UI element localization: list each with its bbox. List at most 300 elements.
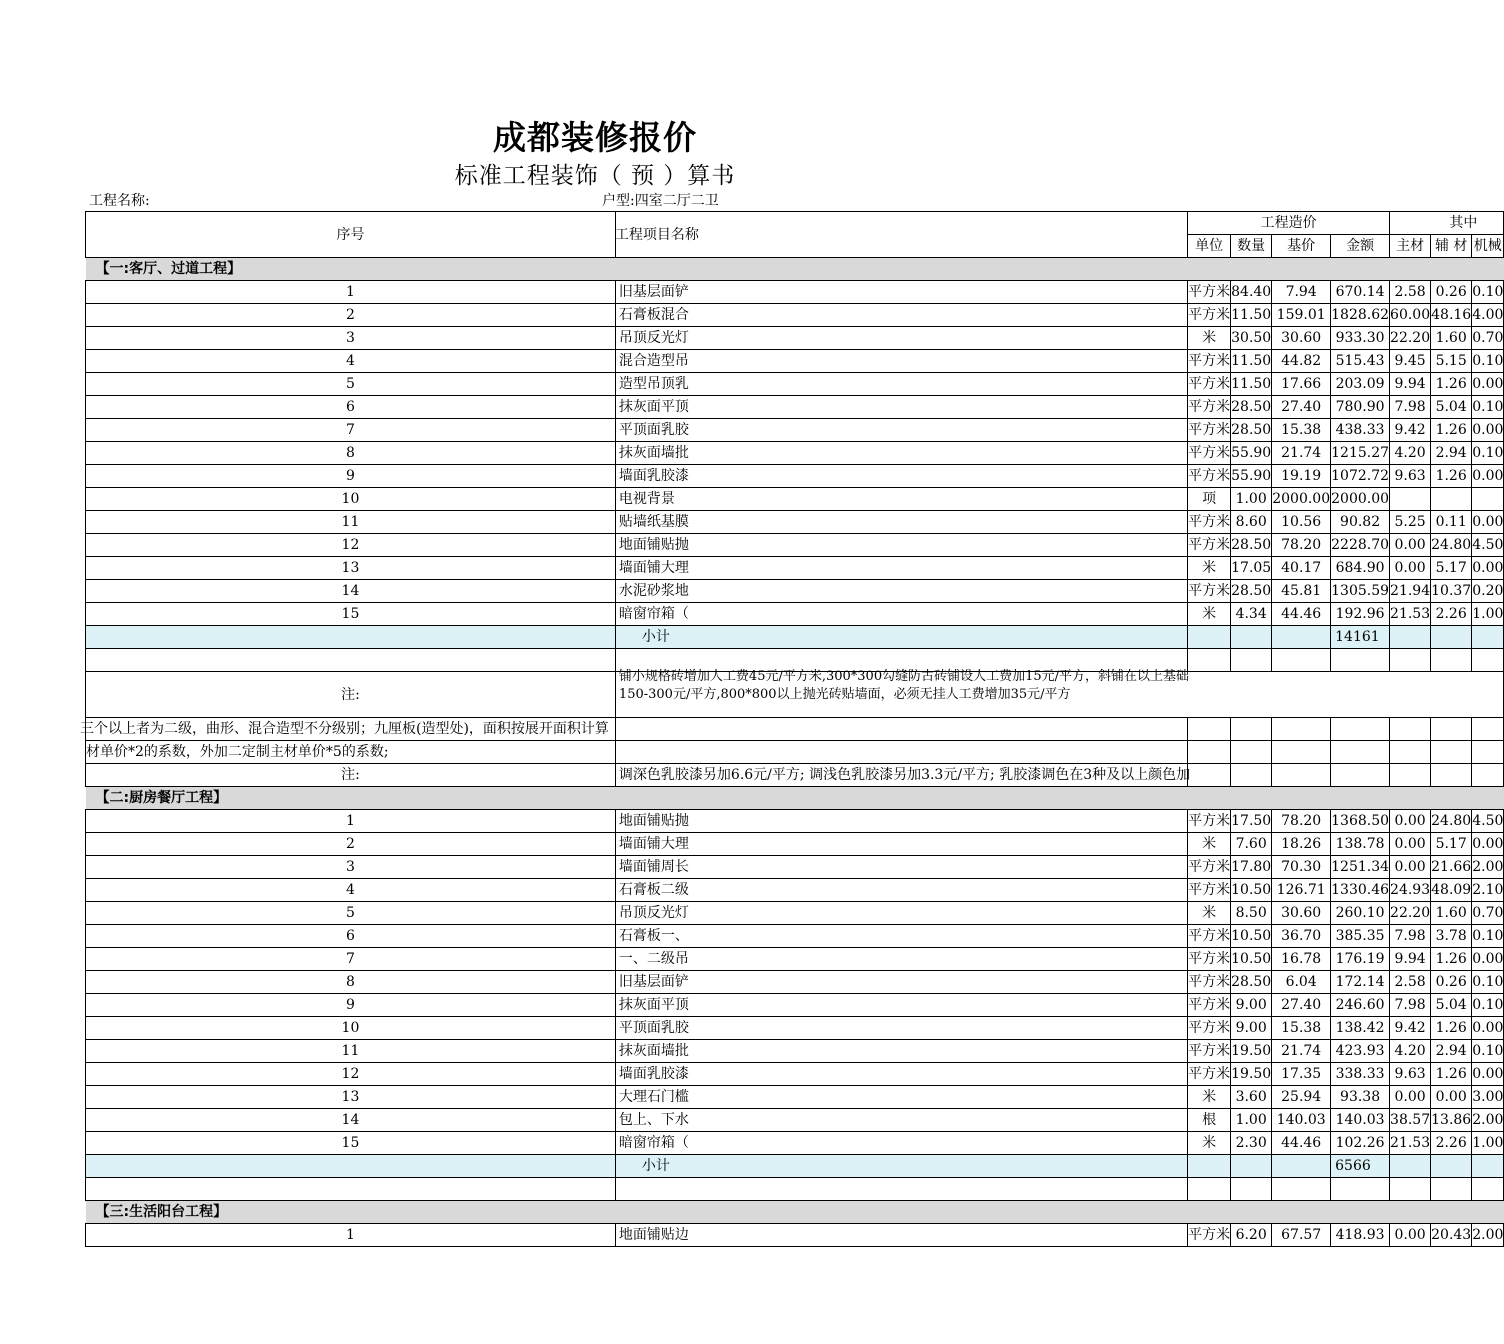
cell-machine: 0.10 [1472,350,1504,373]
section-header-row [86,787,1504,810]
cell-seq: 10 [86,1017,616,1040]
cell-seq: 11 [86,1040,616,1063]
cell-qty: 1.00 [1231,488,1272,511]
cell-amount: 1305.59 [1331,580,1390,603]
cell-main-material: 9.94 [1390,373,1431,396]
cell-price: 159.01 [1272,304,1331,327]
cell-price: 17.66 [1272,373,1331,396]
cell-unit: 平方米 [1188,810,1231,833]
cell-aux-material: 2.26 [1431,1132,1472,1155]
note-cell [1472,718,1504,741]
blank-cell [1231,649,1272,672]
table-row [86,948,1504,971]
cell-qty: 2.30 [1231,1132,1272,1155]
cell-machine: 0.00 [1472,833,1504,856]
subtotal-cell [1231,626,1272,649]
cell-qty: 55.90 [1231,465,1272,488]
header-machine: 机械 [1472,235,1504,258]
subtotal-row [86,626,1504,649]
cell-seq: 7 [86,419,616,442]
cell-item: 造型吊顶乳 [615,373,1187,396]
cell-unit: 平方米 [1188,281,1231,304]
note-cell [1472,741,1504,764]
cell-seq: 9 [86,465,616,488]
subtotal-cell [86,1155,616,1178]
table-row [86,856,1504,879]
cell-aux-material: 0.26 [1431,971,1472,994]
cell-amount: 385.35 [1331,925,1390,948]
cell-aux-material: 2.94 [1431,442,1472,465]
note-cell [1231,741,1272,764]
table-row [86,511,1504,534]
cell-seq: 6 [86,925,616,948]
cell-price: 7.94 [1272,281,1331,304]
cell-aux-material: 13.86 [1431,1109,1472,1132]
cell-qty: 19.50 [1231,1063,1272,1086]
cell-unit: 平方米 [1188,304,1231,327]
cell-price: 140.03 [1272,1109,1331,1132]
quote-table [80,211,1504,1247]
cell-seq: 1 [86,810,616,833]
cell-price: 44.82 [1272,350,1331,373]
cell-aux-material: 0.26 [1431,281,1472,304]
cell-qty: 28.50 [1231,396,1272,419]
table-row [86,994,1504,1017]
note-cell [1331,718,1390,741]
cell-qty: 55.90 [1231,442,1272,465]
cell-seq: 8 [86,442,616,465]
cell-main-material: 0.00 [1390,833,1431,856]
cell-aux-material: 20.43 [1431,1224,1472,1247]
cell-qty: 7.60 [1231,833,1272,856]
cell-unit: 平方米 [1188,1224,1231,1247]
cell-seq: 13 [86,557,616,580]
cell-price: 45.81 [1272,580,1331,603]
cell-price: 67.57 [1272,1224,1331,1247]
table-row [86,419,1504,442]
cell-price: 30.60 [1272,327,1331,350]
cell-unit: 平方米 [1188,1063,1231,1086]
cell-aux-material: 1.60 [1431,902,1472,925]
cell-seq: 2 [86,833,616,856]
cell-machine: 0.00 [1472,419,1504,442]
table-row [86,902,1504,925]
cell-qty: 10.50 [1231,948,1272,971]
cell-aux-material: 1.26 [1431,1063,1472,1086]
cell-amount: 338.33 [1331,1063,1390,1086]
cell-seq: 4 [86,879,616,902]
cell-machine: 0.00 [1472,1017,1504,1040]
table-row [86,465,1504,488]
cell-qty: 8.60 [1231,511,1272,534]
cell-amount: 260.10 [1331,902,1390,925]
cell-machine: 1.00 [1472,603,1504,626]
note-cell [1472,764,1504,787]
table-row [86,327,1504,350]
cell-machine [1472,488,1504,511]
cell-qty: 10.50 [1231,925,1272,948]
cell-main-material: 7.98 [1390,994,1431,1017]
cell-unit: 平方米 [1188,1040,1231,1063]
subtotal-cell [1472,626,1504,649]
cell-qty: 11.50 [1231,350,1272,373]
subtotal-amount: 6566 [1331,1155,1390,1178]
cell-item: 抹灰面平顶 [615,396,1187,419]
note-cell [1231,764,1272,787]
cell-machine: 0.10 [1472,1040,1504,1063]
section-title: 【二:厨房餐厅工程】 [86,787,1504,810]
cell-unit: 平方米 [1188,350,1231,373]
cell-main-material: 9.45 [1390,350,1431,373]
cell-aux-material: 1.26 [1431,419,1472,442]
cell-unit: 米 [1188,603,1231,626]
note-cell [615,741,1187,764]
cell-seq: 9 [86,994,616,1017]
note-cell [86,741,616,764]
table-row [86,1224,1504,1247]
cell-seq: 13 [86,1086,616,1109]
note-cell [1390,764,1431,787]
project-name-label: 工程名称: [89,193,150,209]
cell-machine: 0.10 [1472,442,1504,465]
table-row [86,603,1504,626]
note-cell [1331,764,1390,787]
subtotal-cell [1431,1155,1472,1178]
cell-qty: 1.00 [1231,1109,1272,1132]
cell-aux-material: 5.15 [1431,350,1472,373]
cell-qty: 11.50 [1231,304,1272,327]
subtotal-cell [1472,1155,1504,1178]
cell-amount: 1368.50 [1331,810,1390,833]
cell-item: 混合造型吊 [615,350,1187,373]
cell-item: 旧基层面铲 [615,281,1187,304]
note-row-2 [86,718,1504,741]
blank-cell [1431,1178,1472,1201]
cell-amount: 2000.00 [1331,488,1390,511]
cell-unit: 平方米 [1188,856,1231,879]
cell-price: 126.71 [1272,879,1331,902]
subtotal-cell [1431,626,1472,649]
cell-machine: 0.20 [1472,580,1504,603]
cell-unit: 平方米 [1188,1017,1231,1040]
cell-seq: 15 [86,603,616,626]
cell-seq: 8 [86,971,616,994]
cell-seq: 14 [86,1109,616,1132]
cell-main-material: 21.53 [1390,1132,1431,1155]
cell-unit: 平方米 [1188,373,1231,396]
blank-cell [1272,1178,1331,1201]
cell-item: 吊顶反光灯 [615,327,1187,350]
cell-price: 2000.00 [1272,488,1331,511]
cell-machine: 0.70 [1472,327,1504,350]
note-cell [1272,741,1331,764]
cell-price: 44.46 [1272,603,1331,626]
cell-main-material: 0.00 [1390,810,1431,833]
note-row-4 [86,764,1504,787]
cell-aux-material: 24.80 [1431,810,1472,833]
blank-cell [86,649,616,672]
cell-amount: 203.09 [1331,373,1390,396]
cell-machine: 2.10 [1472,879,1504,902]
note-text-block [615,669,1503,718]
note-text-lines [619,670,1189,701]
cell-seq: 3 [86,327,616,350]
table-row [86,350,1504,373]
note-label: 注: [86,672,616,718]
table-row [86,971,1504,994]
page-subtitle: 标准工程装饰（ 预 ）算书 [454,163,736,189]
subtotal-cell [1390,626,1431,649]
cell-price: 6.04 [1272,971,1331,994]
cell-aux-material: 48.09 [1431,879,1472,902]
cell-item: 旧基层面铲 [615,971,1187,994]
cell-aux-material: 1.26 [1431,373,1472,396]
cell-price: 44.46 [1272,1132,1331,1155]
subtotal-cell [1188,1155,1231,1178]
cell-main-material: 5.25 [1390,511,1431,534]
cell-item: 包上、下水 [615,1109,1187,1132]
cell-aux-material [1431,488,1472,511]
cell-item: 平顶面乳胶 [615,1017,1187,1040]
note-cell [80,718,616,741]
subtotal-cell [1390,1155,1431,1178]
cell-unit: 米 [1188,902,1231,925]
header-aux-material: 辅 材 [1431,235,1472,258]
header-item [615,212,1187,258]
cell-item: 地面铺贴边 [615,1224,1187,1247]
cell-unit: 平方米 [1188,879,1231,902]
note-text: 材单价*2的系数，外加二定制主材单价*5的系数; [86,744,389,760]
cell-seq: 1 [86,281,616,304]
cell-amount: 438.33 [1331,419,1390,442]
table-row [86,488,1504,511]
cell-amount: 138.78 [1331,833,1390,856]
cell-amount: 172.14 [1331,971,1390,994]
cell-qty: 10.50 [1231,879,1272,902]
subtotal-cell [1188,626,1231,649]
cell-item: 平顶面乳胶 [615,419,1187,442]
cell-amount: 90.82 [1331,511,1390,534]
cell-item: 贴墙纸基膜 [615,511,1187,534]
cell-machine: 0.10 [1472,971,1504,994]
cell-machine: 0.10 [1472,281,1504,304]
table-row [86,879,1504,902]
blank-row [86,1178,1504,1201]
cell-unit: 米 [1188,327,1231,350]
cell-unit: 米 [1188,833,1231,856]
cell-amount: 423.93 [1331,1040,1390,1063]
cell-aux-material: 5.17 [1431,557,1472,580]
subtotal-cell [1231,1155,1272,1178]
cell-unit: 根 [1188,1109,1231,1132]
cell-item: 吊顶反光灯 [615,902,1187,925]
subtotal-cell [1272,1155,1331,1178]
table-row [86,1086,1504,1109]
cell-seq: 5 [86,373,616,396]
table-row [86,442,1504,465]
cell-seq: 1 [86,1224,616,1247]
subtotal-label: 小计 [615,1155,1187,1178]
section-header-row [86,1201,1504,1224]
note-cell [1188,718,1231,741]
blank-cell [1390,1178,1431,1201]
note-cell [1390,741,1431,764]
cell-amount: 1330.46 [1331,879,1390,902]
header-main-material: 主材 [1390,235,1431,258]
cell-price: 30.60 [1272,902,1331,925]
cell-machine: 0.10 [1472,396,1504,419]
cell-aux-material: 10.37 [1431,580,1472,603]
cell-main-material: 24.93 [1390,879,1431,902]
cell-item: 一、二级吊 [615,948,1187,971]
cell-qty: 11.50 [1231,373,1272,396]
cell-item: 石膏板混合 [615,304,1187,327]
cell-amount: 670.14 [1331,281,1390,304]
note-cell [1231,718,1272,741]
cell-machine: 0.00 [1472,465,1504,488]
cell-seq: 4 [86,350,616,373]
cell-seq: 12 [86,1063,616,1086]
cell-amount: 515.43 [1331,350,1390,373]
cell-item: 墙面乳胶漆 [615,1063,1187,1086]
table-row [86,304,1504,327]
cell-main-material: 38.57 [1390,1109,1431,1132]
cell-item: 地面铺贴抛 [615,534,1187,557]
cell-amount: 418.93 [1331,1224,1390,1247]
cell-main-material: 7.98 [1390,925,1431,948]
cell-unit: 平方米 [1188,465,1231,488]
cell-amount: 933.30 [1331,327,1390,350]
blank-cell [1231,1178,1272,1201]
cell-price: 78.20 [1272,534,1331,557]
table-row [86,1040,1504,1063]
cell-qty: 28.50 [1231,534,1272,557]
note-cell [1431,764,1472,787]
cell-machine: 0.00 [1472,1063,1504,1086]
cell-qty: 28.50 [1231,419,1272,442]
cell-qty: 8.50 [1231,902,1272,925]
cell-amount: 1215.27 [1331,442,1390,465]
cell-aux-material: 21.66 [1431,856,1472,879]
note-text: 三个以上者为二级，曲形、混合造型不分级别；九厘板(造型处)，面积按展开面积计算 [80,721,609,737]
cell-aux-material: 1.26 [1431,465,1472,488]
cell-main-material: 21.53 [1390,603,1431,626]
note-cell [615,718,1187,741]
subtotal-label: 小计 [615,626,1187,649]
table-row [86,1017,1504,1040]
cell-unit: 平方米 [1188,442,1231,465]
cell-qty: 3.60 [1231,1086,1272,1109]
cell-qty: 28.50 [1231,971,1272,994]
cell-unit: 米 [1188,1132,1231,1155]
cell-main-material: 0.00 [1390,856,1431,879]
cell-amount: 1072.72 [1331,465,1390,488]
cell-main-material: 0.00 [1390,534,1431,557]
cell-qty: 4.34 [1231,603,1272,626]
cell-unit: 项 [1188,488,1231,511]
cell-machine: 4.00 [1472,304,1504,327]
subtotal-cell [1272,626,1331,649]
cell-aux-material: 0.00 [1431,1086,1472,1109]
note-cell [1390,718,1431,741]
cell-main-material: 4.20 [1390,442,1431,465]
cell-main-material: 22.20 [1390,327,1431,350]
cell-seq: 2 [86,304,616,327]
table-row [86,396,1504,419]
cell-unit: 米 [1188,1086,1231,1109]
blank-cell [1188,649,1231,672]
cell-aux-material: 1.26 [1431,948,1472,971]
cell-price: 16.78 [1272,948,1331,971]
cell-item: 暗窗帘箱（ [615,603,1187,626]
cell-item: 暗窗帘箱（ [615,1132,1187,1155]
cell-qty: 17.50 [1231,810,1272,833]
cell-aux-material: 5.17 [1431,833,1472,856]
cell-price: 10.56 [1272,511,1331,534]
note-line: 铺小规格砖增加人工费45元/平方米,300*300勾缝防古砖铺设人工费加15元/平方，斜铺在以上基础 [618,669,1190,684]
cell-main-material: 2.58 [1390,971,1431,994]
cell-unit: 平方米 [1188,580,1231,603]
cell-machine: 2.00 [1472,856,1504,879]
cell-seq: 14 [86,580,616,603]
cell-amount: 780.90 [1331,396,1390,419]
section-title: 【三:生活阳台工程】 [86,1201,1504,1224]
cell-main-material: 2.58 [1390,281,1431,304]
cell-main-material: 60.00 [1390,304,1431,327]
header-among: 其中 [1390,212,1504,235]
cell-seq: 3 [86,856,616,879]
cell-machine: 4.50 [1472,534,1504,557]
cell-main-material: 9.63 [1390,465,1431,488]
cell-price: 78.20 [1272,810,1331,833]
cell-price: 17.35 [1272,1063,1331,1086]
header-seq: 序号 [86,212,616,258]
blank-cell [1331,649,1390,672]
cell-amount: 2228.70 [1331,534,1390,557]
cell-machine: 0.00 [1472,511,1504,534]
cell-price: 36.70 [1272,925,1331,948]
cell-amount: 102.26 [1331,1132,1390,1155]
cell-aux-material: 1.26 [1431,1017,1472,1040]
note-line: 150-300元/平方,800*800以上抛光砖贴墙面，必须无挂人工费增加35元/平方 [618,687,1071,702]
note-cell [1431,718,1472,741]
table-row [86,557,1504,580]
cell-item: 墙面铺周长 [615,856,1187,879]
note-cell [1188,741,1231,764]
table-row [86,580,1504,603]
cell-price: 70.30 [1272,856,1331,879]
subtotal-cell [86,626,616,649]
blank-cell [1272,649,1331,672]
note-row-1 [86,672,1504,718]
cell-main-material: 9.42 [1390,1017,1431,1040]
cell-main-material: 21.94 [1390,580,1431,603]
cell-machine: 2.00 [1472,1224,1504,1247]
cell-aux-material: 2.94 [1431,1040,1472,1063]
table-row [86,534,1504,557]
cell-machine: 3.00 [1472,1086,1504,1109]
cell-item: 地面铺贴抛 [615,810,1187,833]
table-row [86,1109,1504,1132]
cell-unit: 平方米 [1188,948,1231,971]
cell-seq: 11 [86,511,616,534]
cell-aux-material: 48.16 [1431,304,1472,327]
cell-seq: 10 [86,488,616,511]
cell-item: 墙面铺大理 [615,833,1187,856]
cell-unit: 平方米 [1188,971,1231,994]
header-row-1 [86,212,1504,235]
cell-unit: 米 [1188,557,1231,580]
